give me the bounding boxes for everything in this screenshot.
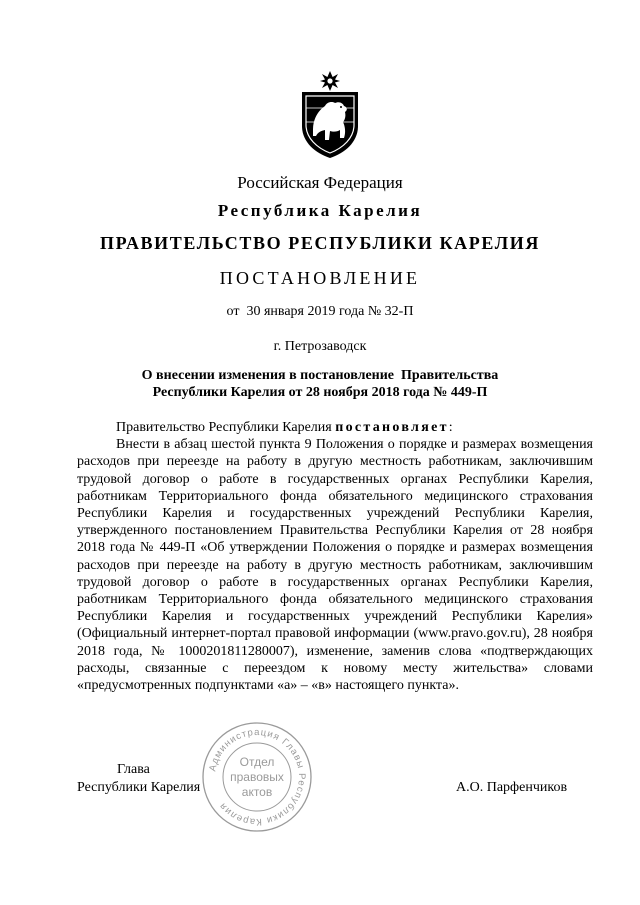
signatory-title-line-1: Глава: [117, 762, 150, 777]
lead-text: Правительство Республики Карелия: [116, 420, 332, 435]
document-body: [77, 419, 593, 694]
document-subject: [0, 367, 640, 401]
republic-line: Республика Карелия: [217, 201, 423, 220]
document-type: ПОСТАНОВЛЕНИЕ: [219, 268, 421, 288]
resolution-lead: [77, 419, 593, 436]
stamp-ring-text: Администрация Главы Республики Карелия: [207, 726, 308, 828]
subject-line-1: О внесении изменения в постановление Правительства: [141, 368, 499, 383]
signatory-title-line-2: Республики Карелия: [77, 780, 201, 795]
government-title: ПРАВИТЕЛЬСТВО РЕСПУБЛИКИ КАРЕЛИЯ: [100, 233, 540, 253]
resolution-verb: постановляет: [335, 420, 449, 435]
signatory-name: А.О. Парфенчиков: [456, 780, 568, 795]
resolution-paragraph: Внести в абзац шестой пункта 9 Положения о порядке и размерах возмещения расходов при переезде на работу в другую местность работникам, заключившим трудовой договор о работе в государственных органах Республики Карелия, работникам Территориального фонда обязательного медицинского страхования Республики Карелия и государственных учреждений Республики Карелия, утвержденного постановлением Правительства Республики Карелия от 28 ноября 2018 года № 449-П «Об утверждении Положения о порядке и размерах возмещения расходов при переезде на работу в другую местность работникам, заключившим трудовой договор о работе в государственных органах Республики Карелия, работникам Территориального фонда обязательного медицинского страхования Республики Карелия и государственных учреждений Республики Карелия» (Официальный интернет-портал правовой информации (www.pravo.gov.ru), 28 ноября 2018 года, № 1000201811280007), изменение, заменив слова «подтверждающих расходы, связанные с переездом к новому месту жительства» словами «предусмотренных подпунктами «а» – «в» настоящего пункта».: [77, 437, 593, 694]
stamp-center-line-2: правовых: [230, 770, 284, 784]
karelia-coat-of-arms-icon: [299, 70, 361, 160]
federation-line: Российская Федерация: [237, 173, 403, 192]
stamp-center-line-3: актов: [241, 785, 273, 799]
department-stamp: [200, 720, 314, 834]
city-line: г. Петрозаводск: [273, 339, 367, 354]
lead-colon: :: [448, 420, 453, 435]
subject-line-2: Республики Карелия от 28 ноября 2018 года № 449-П: [152, 385, 488, 400]
date-and-number: от 30 января 2019 года № 32-П: [226, 304, 414, 319]
stamp-center-line-1: Отдел: [239, 755, 275, 769]
